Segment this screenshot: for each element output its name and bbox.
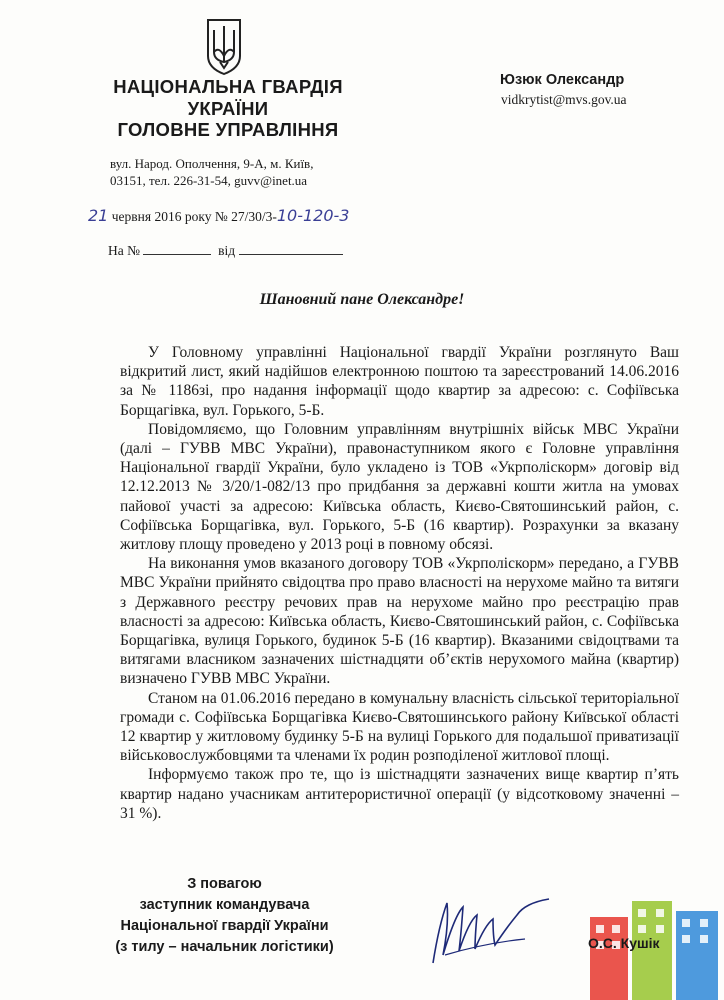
salutation: Шановний пане Олександре! xyxy=(259,291,465,308)
paragraph: Інформуємо також про те, що із шістнадцяти зазначених вище квартир п’ять квартир надано учасникам антитерористичної операції (у відсотковому значенні – 31 %). xyxy=(120,766,679,822)
paragraph: Станом на 01.06.2016 передано в комунальну власність сільської територіальної громади с. Софіївська Борщагівка Києво-Святошинського району Київської області 12 квартир у житловому будинку 5-Б на вулиці Горького для подальшої приватизації військовослужбовцями та членами їх родин розподіленої житлової площі. xyxy=(120,689,679,765)
date-blank-line xyxy=(239,240,343,255)
from-label: від xyxy=(218,243,236,258)
closing-title-line: заступник командувача xyxy=(139,897,310,913)
address-line1: вул. Народ. Ополчення, 9-А, м. Київ, xyxy=(110,156,314,171)
closing-title-line: (з тилу – начальник логістики) xyxy=(115,939,334,955)
incoming-reference xyxy=(108,240,343,259)
outgoing-reference xyxy=(88,206,349,225)
org-name-line2: УКРАЇНИ xyxy=(187,98,269,119)
recipient-name: Юзюк Олександр xyxy=(500,72,625,88)
closing-regards: З повагою xyxy=(187,876,262,892)
handwritten-signature xyxy=(425,885,560,975)
reference-date: червня 2016 року № 27/30/3- xyxy=(111,209,277,224)
org-name-line3: ГОЛОВНЕ УПРАВЛІННЯ xyxy=(117,119,339,140)
paragraph: На виконання умов вказаного договору ТОВ «Укрполіскорм» передано, а ГУВВ МВС України прийнято свідоцтва про право власності на нерухоме майно та витяги з Державного реєстру речових прав на нерухоме майно про реєстрацію прав власності за адресою: Київська область, Києво-Святошинський район, с. Софіївська Борщагівка, вулиця Горького, будинок 5-Б (16 квартир). Вказаними свідоцтвами та витягами власником зазначених шістнадцяти об’єктів нерухомого майна (квартир) визначено ГУВВ МВС України. xyxy=(120,555,679,688)
paragraph: У Головному управлінні Національної гвардії України розглянуто Ваш відкритий лист, який надійшов електронною поштою та зареєстрований 14.06.2016 за № 1186зі, про надання інформації щодо квартир за адресою: с. Софіївська Борщагівка, вул. Горького, 5-Б. xyxy=(120,344,679,419)
closing-title-line: Національної гвардії України xyxy=(120,918,329,934)
handwritten-day: 21 xyxy=(88,206,109,225)
address-line2: 03151, тел. 226-31-54, guvv@inet.ua xyxy=(110,173,308,188)
paragraph: Повідомляємо, що Головним управлінням внутрішніх військ МВС України (далі – ГУВВ МВС України), правонаступником якого є Головне управління Національної гвардії України, було укладено із ТОВ «Укрполіскорм» договір від 12.12.2013 № 3/20/1-082/13 про придбання за державні кошти житла на умовах пайової участі за адресою: Київська область, Києво-Святошинський район, с. Софіївська Борщагівка, вул. Горького, 5-Б (16 квартир). Розрахунки за вказану житлову площу проведено у 2013 році в повному обсязі. xyxy=(120,420,679,554)
tryzub-emblem-icon xyxy=(205,16,243,76)
closing-block xyxy=(107,874,342,958)
on-number-label: На № xyxy=(108,243,140,258)
recipient-email: vidkrytist@mvs.gov.ua xyxy=(501,92,627,107)
handwritten-number: 10-120-3 xyxy=(276,206,350,225)
letter-body xyxy=(120,343,679,823)
number-blank-line xyxy=(143,240,211,255)
org-name-line1: НАЦІОНАЛЬНА ГВАРДІЯ xyxy=(113,76,343,97)
signer-name: О.С. Кушік xyxy=(588,935,660,951)
